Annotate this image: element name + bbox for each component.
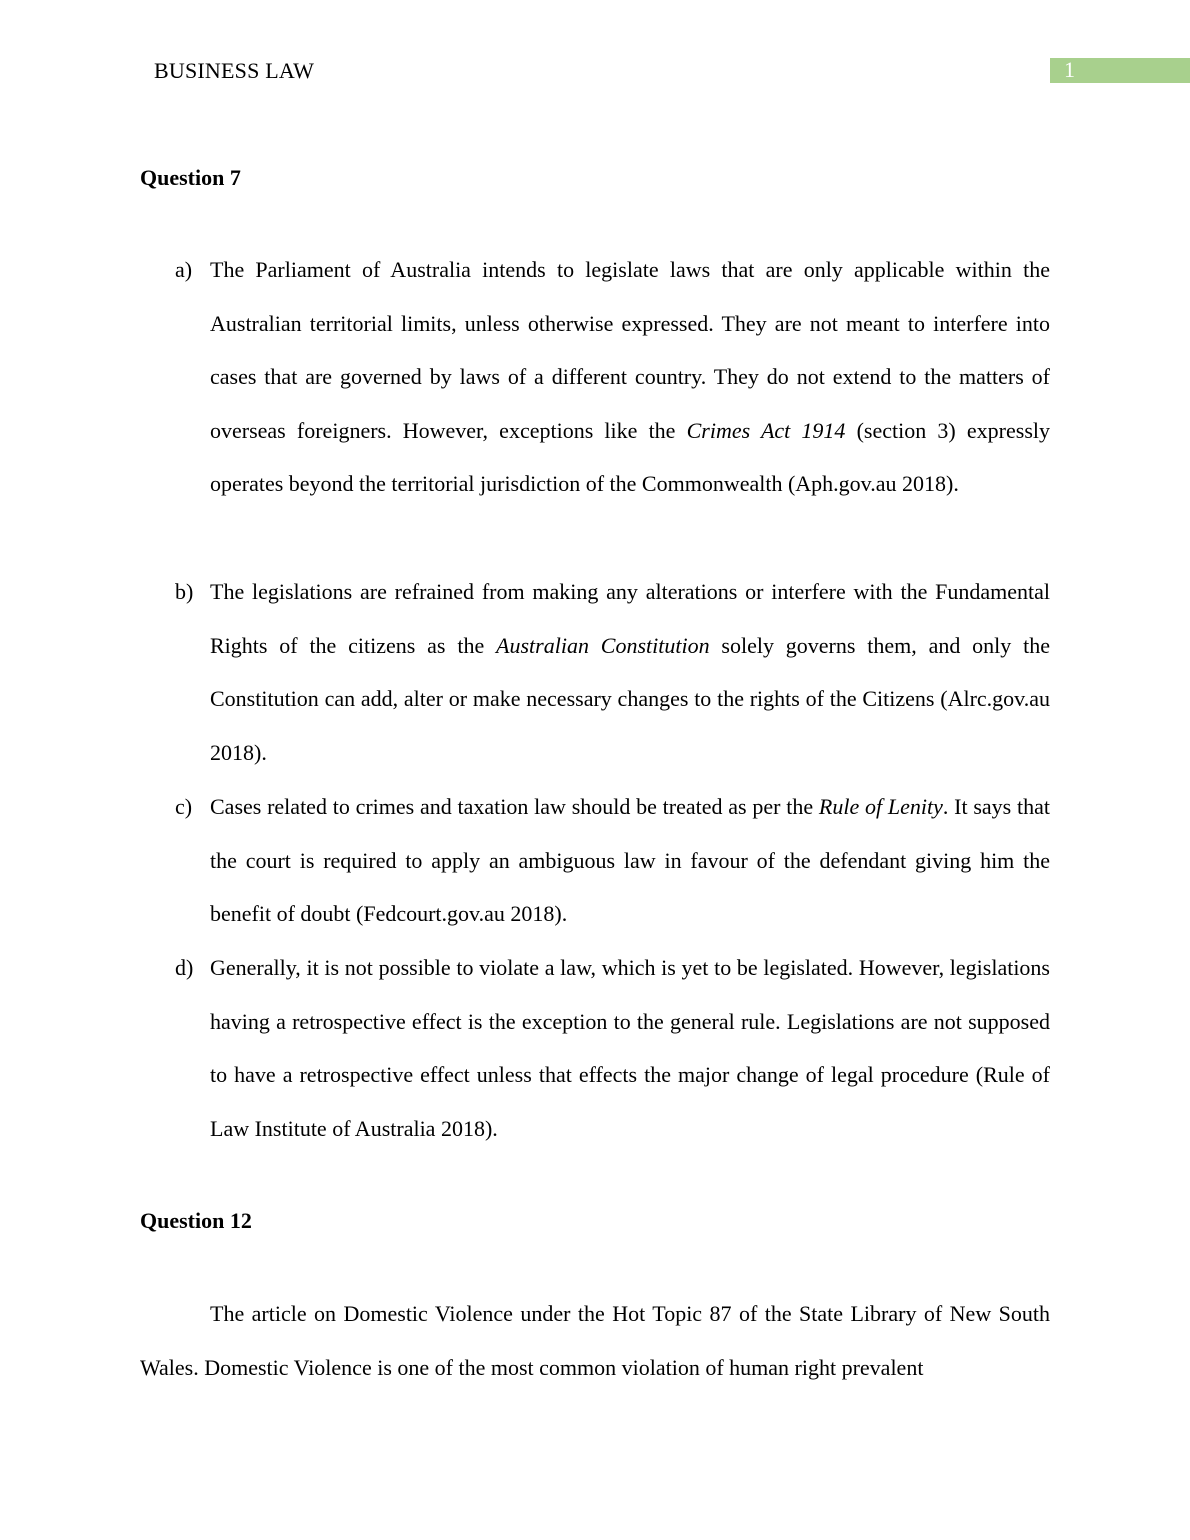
list-item-text [210, 565, 1050, 779]
list-marker: a) [175, 257, 193, 282]
text-run: (section 3) expressly operates beyond the territorial jurisdiction of the Commonwealth (Aph.gov.au 2018). [210, 417, 1050, 497]
text-run: The Parliament of Australia intends to legislate laws that are only applicable within the Australian territorial limits, unless otherwise expressed. They are not meant to interfere into cases that are governed by laws of a different country. They do not extend to the matters of overseas foreigners. However, exceptions like the [210, 257, 1050, 443]
italic-citation: Rule of Lenity [818, 794, 943, 819]
text-run: The legislations are refrained from making any alterations or interfere with the Fundamental Rights of the citizens as the [210, 579, 1050, 658]
text-run: Cases related to crimes and taxation law should be treated as per the [210, 794, 819, 819]
list-item-d [140, 941, 1050, 1155]
list-marker: d) [175, 955, 194, 980]
list-item-a [140, 243, 1050, 511]
list-marker: c) [175, 794, 193, 819]
list-item-text [210, 243, 1050, 511]
page-number-bar [1050, 58, 1190, 83]
text-run: . It says that the court is required to apply an ambiguous law in favour of the defendant giving him the benefit of doubt (Fedcourt.gov.au 2018). [210, 794, 1050, 927]
list-item-text [210, 941, 1050, 1155]
question-12-heading: Question 12 [140, 1208, 252, 1233]
list-item-text [210, 780, 1050, 941]
italic-citation: Australian Constitution [496, 632, 710, 658]
page-number: 1 [1064, 57, 1075, 82]
list-item-b [140, 565, 1050, 779]
body-paragraph: The article on Domestic Violence under the Hot Topic 87 of the State Library of New South Wales. Domestic Violence is one of the most common violation of human right prevalent [140, 1301, 1050, 1380]
italic-citation: Crimes Act 1914 [686, 417, 846, 443]
list-marker: b) [175, 579, 194, 604]
question-7-heading: Question 7 [140, 165, 241, 190]
text-run: solely governs them, and only the Constitution can add, alter or make necessary changes to the rights of the Citizens (Alrc.gov.au 2018). [210, 632, 1051, 765]
running-header-title: BUSINESS LAW [154, 58, 315, 83]
list-item-c [140, 780, 1050, 941]
text-run: Generally, it is not possible to violate a law, which is yet to be legislated. However, legislations having a retrospective effect is the exception to the general rule. Legislations are not supposed to have a retrospective effect unless that effects the major change of legal procedure (Rule of Law Institute of Australia 2018). [210, 955, 1050, 1141]
